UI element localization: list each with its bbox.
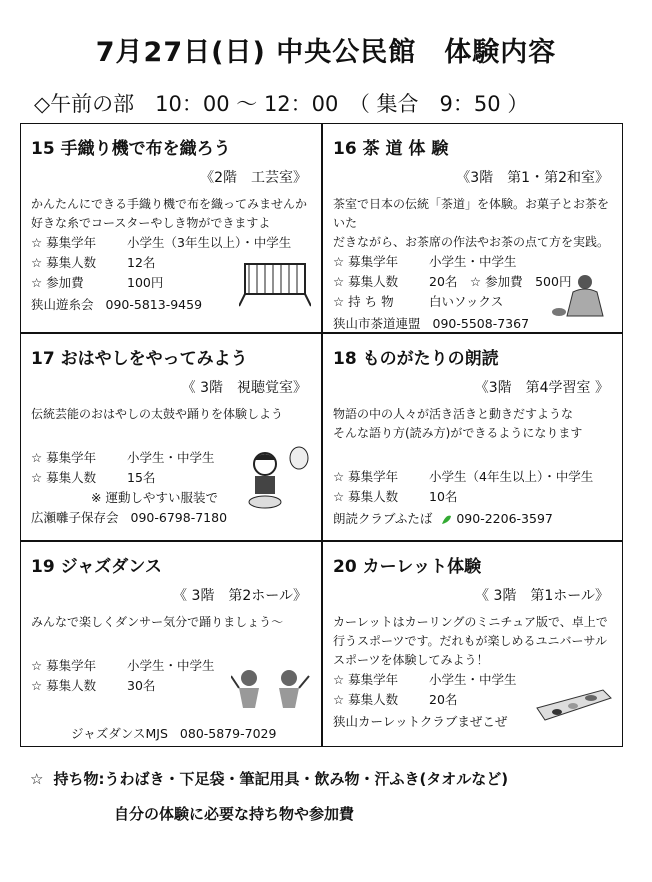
info-label: ☆ 募集人数	[333, 274, 399, 289]
loom-icon	[239, 254, 311, 308]
info-label: ☆ 募集学年	[31, 450, 97, 465]
contact-phone: 090-2206-3597	[456, 511, 553, 526]
info-label: ☆ 募集学年	[333, 469, 399, 484]
tea-ceremony-icon	[551, 272, 607, 320]
info-value: 30名	[127, 678, 156, 693]
contact-phone: 090-6798-7180	[130, 510, 228, 525]
info-value: 20名 ☆ 参加費 500円	[429, 274, 572, 289]
info-row	[31, 233, 311, 253]
info-label: ☆ 募集学年	[333, 672, 399, 687]
star-icon: ☆	[30, 770, 44, 788]
dancers-icon	[231, 668, 313, 720]
activity-description	[333, 405, 613, 443]
info-label: ☆ 持 ち 物	[333, 294, 394, 309]
activity-title: 17 おはやしをやってみよう	[31, 349, 248, 369]
info-value: 小学生・中学生	[127, 658, 215, 673]
activity-room: 《 3階 視聴覚室》	[181, 380, 307, 396]
info-row	[333, 252, 613, 272]
session-label: ◇午前の部 10：00 ～ 12：00 （ 集合 9：50 ）	[34, 92, 529, 116]
info-value: 12名	[127, 255, 156, 270]
desc-line: 物語の中の人々が活き活きと動きだすような	[333, 407, 574, 421]
desc-line: 茶室で日本の伝統「茶道」を体験。お菓子とお茶をいた	[333, 197, 610, 230]
info-label: ☆ 募集学年	[31, 235, 97, 250]
contact-line	[333, 509, 613, 527]
desc-line: 伝統芸能のおはやしの太鼓や踊りを体験しよう	[31, 407, 284, 421]
belongings-text: 持ち物:うわばき・下足袋・筆記用具・飲み物・汗ふき(タオルなど)	[53, 770, 509, 788]
contact-name: 広瀬囃子保存会	[31, 510, 119, 525]
activity-description	[333, 195, 613, 252]
title-text: 7月27日(日) 中央公民館 体験内容	[95, 37, 557, 68]
contact-phone: 090-5508-7367	[432, 316, 530, 331]
leaf-icon	[440, 514, 452, 526]
activity-room: 《3階 第4学習室 》	[474, 380, 609, 396]
activity-card-16	[323, 124, 623, 332]
activity-room: 《 3階 第1ホール》	[475, 588, 609, 604]
session-header	[34, 88, 528, 118]
belongings-line	[30, 768, 508, 789]
desc-line: かんたんにできる手織り機で布を織ってみませんか	[31, 197, 308, 211]
info-label: ☆ 募集人数	[31, 678, 97, 693]
info-value: 20名	[429, 692, 458, 707]
activity-description	[31, 613, 311, 632]
contact-phone: 080-5879-7029	[179, 726, 277, 741]
activity-card-19	[21, 542, 321, 750]
info-value: 10名	[429, 489, 458, 504]
desc-line: 行うスポーツです。だれもが楽しめるユニバーサル	[333, 634, 607, 648]
activity-title: 16 茶 道 体 験	[333, 139, 449, 159]
desc-line: そんな語り方(読み方)ができるようになります	[333, 426, 583, 440]
info-label: ☆ 募集人数	[31, 255, 97, 270]
desc-line: スポーツを体験してみよう！	[333, 653, 489, 667]
contact-name: 狭山カーレットクラブまぜこぜ	[333, 714, 508, 729]
desc-line: だきながら、お茶席の作法やお茶の点て方を実践。	[333, 235, 610, 249]
info-label: ☆ 募集人数	[333, 692, 399, 707]
contact-line	[31, 724, 311, 742]
info-value: 小学生（3年生以上）・中学生	[127, 235, 292, 250]
contact-phone: 090-5813-9459	[105, 297, 203, 312]
info-value: 小学生（4年生以上）・中学生	[429, 469, 594, 484]
contact-name: 朗読クラブふたば	[333, 511, 433, 526]
activity-card-15	[21, 124, 321, 332]
activity-room: 《2階 工芸室》	[200, 170, 307, 186]
belongings-subtext: 自分の体験に必要な持ち物や参加費	[114, 805, 355, 823]
info-label: ☆ 募集学年	[333, 254, 399, 269]
activities-grid	[20, 123, 623, 747]
footer-notes	[30, 768, 508, 824]
activity-note: ※ 運動しやすい服装で	[91, 490, 218, 505]
desc-line: 好きな糸でコースターやしき物ができますよ	[31, 216, 271, 230]
info-value: 100円	[127, 275, 164, 290]
info-label: ☆ 募集人数	[31, 470, 97, 485]
info-value: 小学生・中学生	[127, 450, 215, 465]
activity-title: 15 手織り機で布を織ろう	[31, 139, 231, 159]
curling-table-icon	[533, 682, 613, 726]
festival-drum-child-icon	[241, 446, 313, 514]
contact-name: 狭山遊糸会	[31, 297, 94, 312]
activity-card-20	[323, 542, 623, 750]
activity-title: 18 ものがたりの朗読	[333, 349, 499, 369]
contact-name: 狭山市茶道連盟	[333, 316, 421, 331]
activity-room: 《3階 第1・第2和室》	[456, 170, 609, 186]
activity-description	[333, 613, 613, 670]
info-row	[333, 467, 613, 487]
contact-name: ジャズダンスMJS	[71, 726, 168, 741]
activity-card-18	[323, 334, 623, 542]
info-label: ☆ 募集学年	[31, 658, 97, 673]
activity-title: 19 ジャズダンス	[31, 557, 162, 577]
info-label: ☆ 参加費	[31, 275, 84, 290]
desc-line: みんなで楽しくダンサー気分で踊りましょう～	[31, 615, 284, 629]
activity-title: 20 カーレット体験	[333, 557, 482, 577]
activity-description	[31, 405, 311, 424]
activity-room: 《 3階 第2ホール》	[173, 588, 307, 604]
info-value: 小学生・中学生	[429, 672, 517, 687]
activity-card-17	[21, 334, 321, 542]
info-row	[333, 487, 613, 507]
info-value: 小学生・中学生	[429, 254, 517, 269]
info-value: 白いソックス	[429, 294, 504, 309]
info-value: 15名	[127, 470, 156, 485]
info-label: ☆ 募集人数	[333, 489, 399, 504]
activity-description	[31, 195, 311, 233]
page-title	[0, 30, 652, 69]
desc-line: カーレットはカーリングのミニチュア版で、卓上で	[333, 615, 608, 629]
